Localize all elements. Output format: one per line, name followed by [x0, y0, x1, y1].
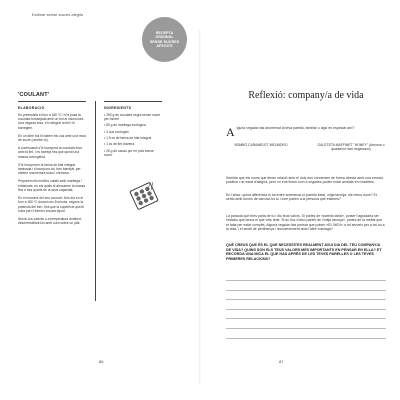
reflection-question: QUÈ CREUS QUE ÉS EL QUE NECESSITES REALMENT AVUI DIA DEL TEU COMPANY/A DE VIDA? QUINS SÓN ELS TEUS VALORS MÉS IMPORTANTS EN PENSAR EN ELLA? ET RECORDA UNA MICA EL QUE HAS APRÈS DE LES TEVES PARELLES O LES TEVES PRIMERES RELACIONS? [226, 243, 382, 261]
ingredient-text: 1 cs de llet d'avena [106, 142, 135, 147]
page-number-right: 87 [279, 359, 284, 364]
elaboration-heading: ELABORACIÓ [18, 105, 45, 110]
book-gutter [199, 30, 201, 385]
elaboration-step: En el moment del seu consum, fem-los en el forn a 180 ºC durant uns 8 minuts, segons la potència del forn, fins que la superfície quedi cuita però l'interior encara líquid. [18, 196, 84, 214]
writing-lines [226, 280, 386, 347]
writing-line [226, 299, 386, 300]
elaboration-step: Preparem els motllos untats amb mantega i enfarinats, en els quals hi abocarem la massa fins a tres quarts de la seva capacitat. [18, 179, 86, 193]
writing-line [226, 338, 386, 339]
ingredient-text: 3 ous ecològics [106, 129, 129, 134]
ingredient-item: • 250 g de xocolata negra sense sucre per fondre [104, 112, 161, 121]
ingredient-text: 25 g de cacau pur en pols sense sucre [104, 148, 154, 158]
divider [104, 101, 162, 102]
ingredient-item: • 3 ous ecològics [104, 129, 129, 134]
recipe-title: 'COULANT' [18, 92, 50, 98]
drop-cap: A [226, 125, 235, 139]
reflection-paragraph: En l'amor, quina diferència hi ha entre anomenar-lo parella ideal, mitja taronja, els meus dons? Et sento amb forces de canviar-ho tu i com parles a la persona que estimes? [226, 193, 377, 202]
nickname-option-right: GALETETA MAFFINET "HONEY" (Amorós o qualsevol nom anglosaxó) [317, 143, 385, 152]
ingredient-item: • 1,5 cs de farina de blat integral [104, 136, 152, 141]
ingredient-text: 60 g de mantega ecològica [106, 123, 146, 128]
page-number-left: 86 [99, 359, 104, 364]
divider [18, 101, 86, 102]
elaboration-step: A continuació s'hi incorpora la xocolata fosa amb la llet, i es barreja fins que quedi una massa homogènia. [18, 146, 82, 159]
ingredient-item: • 1 cs de llet d'avena [104, 142, 135, 147]
column-divider [95, 101, 96, 301]
nickname-option-left: BOMBÓ CARAMELET MELINDRO [234, 143, 288, 147]
elaboration-step: En un altre bol hi batem els ous amb una mica de sucre (ometre-lo). [18, 133, 86, 142]
ingredient-text: 250 g de xocolata negra sense sucre per fondre [104, 112, 161, 121]
recipe-badge [142, 17, 187, 62]
elaboration-step: S'hi incorporen la farina de blat integral tamisada i s'incorpora tot, ben barrejat, per obtenir una textura suau i cremosa. [18, 162, 81, 176]
writing-line [226, 309, 386, 310]
ingredients-heading: INGREDIENTS [104, 105, 132, 110]
badge-text: RECEPTA ORIGINAL SENSE SUCRES AFEGITS [149, 30, 180, 48]
writing-line [226, 318, 386, 319]
writing-line [226, 290, 386, 291]
nickname-options [226, 143, 386, 152]
reflection-intro [226, 126, 386, 137]
elaboration-step: Serviu-los calents o a temperatura ambient, desemmotllant-los amb cura sobre un plat. [18, 217, 82, 226]
reflection-paragraph: La paraula que tries parla de tu i diu teus valors. Si parles de «parella ideal», potser t'agradaria ser l'eslabó que tanca el que vols tenir. Si en lloc d'això parles de «mitja taronja», parles de la meitat que et falta per estar complet. Alguna vegada has pensat que potser «EL MEU» a tot serveix per a tot-ho a la vida, i el sentit de pertinença i reconeixement amb l'altre s'amaga? [226, 214, 385, 232]
writing-line [226, 328, 386, 329]
ingredient-text: 1,5 cs de farina de blat integral [106, 136, 152, 141]
ingredients-column [104, 101, 162, 159]
running-head: Estimar sense sucres afegits [32, 12, 84, 17]
writing-line [226, 280, 386, 281]
muffin-tray-icon [129, 181, 159, 211]
reflection-title: Reflexió: company/a de vida [248, 90, 364, 101]
ingredient-item: • 60 g de mantega ecològica [104, 123, 146, 128]
intro-text: lguna vegada has anomenat la teva parella, familiar o algú en especial així? [236, 126, 355, 130]
reflection-paragraph: Sembla que els noms que tenen relació amb el dolç ens connecten de forma directa amb una emoció positiva i un estat d'alegria, però no ens fixem com a vegades poden estar arrelats en nosaltres. [226, 176, 384, 185]
ingredient-item: • 25 g de cacau pur en pols sense sucre [104, 148, 154, 158]
elaboration-step: Es preescalfa el forn a 180 ºC i s'hi posa la xocolata trossejada amb un bol al microones. Una vegada fosa, s'hi afegeix la llet i hi barregem. [18, 112, 85, 130]
elaboration-column [18, 101, 86, 301]
